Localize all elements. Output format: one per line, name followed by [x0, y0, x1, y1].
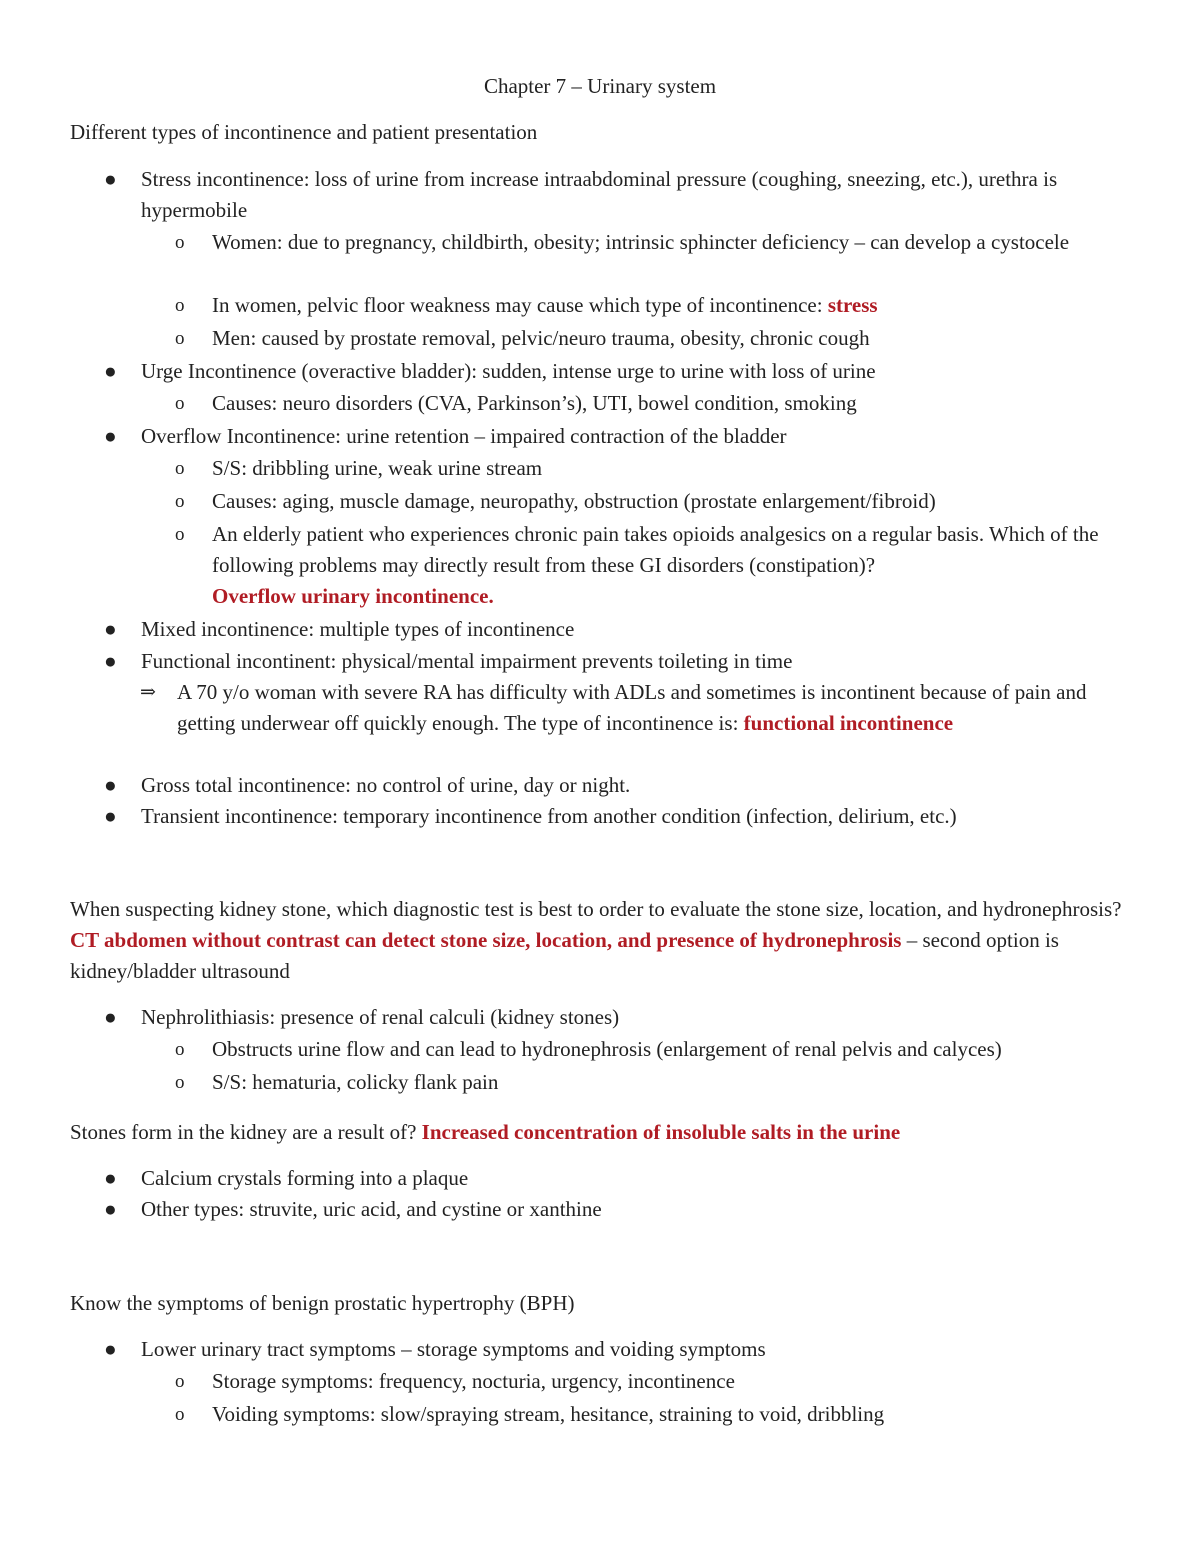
answer-tail-text: – second option is kidney/bladder ultrasound — [70, 928, 1059, 983]
item-text: Lower urinary tract symptoms – storage symptoms and voiding symptoms — [141, 1337, 766, 1361]
answer-text: Overflow urinary incontinence. — [212, 584, 494, 608]
arrow-bullet-icon: ⇒ — [140, 682, 156, 703]
circle-bullet-icon: o — [175, 393, 185, 414]
answer-text: functional incontinence — [743, 711, 954, 735]
answer-text: stress — [827, 293, 878, 317]
question-text: In women, pelvic floor weakness may cause which type of incontinence: — [212, 293, 828, 317]
item-text: Calcium crystals forming into a plaque — [141, 1166, 469, 1190]
bullet-icon: ● — [104, 617, 117, 641]
item-text: Nephrolithiasis: presence of renal calculi (kidney stones) — [141, 1005, 620, 1029]
item-text: Urge Incontinence (overactive bladder): sudden, intense urge to urine with loss of urine — [141, 359, 876, 383]
list-item — [175, 453, 1112, 484]
list-item — [104, 164, 1121, 226]
circle-bullet-icon: o — [175, 458, 185, 479]
item-text: Storage symptoms: frequency, nocturia, urgency, incontinence — [212, 1369, 735, 1393]
question-text: When suspecting kidney stone, which diagnostic test is best to order to evaluate the stone size, location, and hydronephrosis? — [70, 897, 1122, 921]
question-text: An elderly patient who experiences chronic pain takes opioids analgesics on a regular basis. Which of the following problems may directly result from these GI disorders (constipation)? — [212, 522, 1099, 577]
section-heading: Know the symptoms of benign prostatic hypertrophy (BPH) — [70, 1291, 575, 1315]
list-item — [140, 677, 1122, 739]
item-text: Voiding symptoms: slow/spraying stream, hesitance, straining to void, dribbling — [212, 1402, 885, 1426]
item-text: Overflow Incontinence: urine retention – impaired contraction of the bladder — [141, 424, 787, 448]
answer-text: Increased concentration of insoluble salts in the urine — [421, 1120, 901, 1144]
item-text: Causes: aging, muscle damage, neuropathy, obstruction (prostate enlargement/fibroid) — [212, 489, 936, 513]
item-text: Functional incontinent: physical/mental impairment prevents toileting in time — [141, 649, 793, 673]
bullet-icon: ● — [104, 649, 117, 673]
item-text: Mixed incontinence: multiple types of incontinence — [141, 617, 575, 641]
list-item — [104, 1163, 1121, 1194]
circle-bullet-icon: o — [175, 1371, 185, 1392]
list-item — [175, 1067, 1112, 1098]
item-text: Obstructs urine flow and can lead to hydronephrosis (enlargement of renal pelvis and calyces) — [212, 1037, 1002, 1061]
bullet-icon: ● — [104, 773, 117, 797]
circle-bullet-icon: o — [175, 1404, 185, 1425]
section-heading: Different types of incontinence and patient presentation — [70, 120, 538, 144]
item-text: Men: caused by prostate removal, pelvic/neuro trauma, obesity, chronic cough — [212, 326, 870, 350]
list-item — [175, 388, 1112, 419]
list-item — [104, 801, 1121, 832]
question-text: Stones form in the kidney are a result of? — [70, 1120, 422, 1144]
item-text: S/S: dribbling urine, weak urine stream — [212, 456, 543, 480]
circle-bullet-icon: o — [175, 1039, 185, 1060]
list-item — [104, 646, 1121, 677]
page-title: Chapter 7 – Urinary system — [483, 74, 717, 98]
bullet-icon: ● — [104, 424, 117, 448]
item-text: Causes: neuro disorders (CVA, Parkinson’s), UTI, bowel condition, smoking — [212, 391, 857, 415]
list-item — [175, 519, 1112, 612]
list-item — [175, 290, 1112, 321]
item-text: Transient incontinence: temporary incontinence from another condition (infection, delirium, etc.) — [141, 804, 957, 828]
list-item — [104, 356, 1121, 387]
circle-bullet-icon: o — [175, 328, 185, 349]
list-item — [104, 614, 1121, 645]
circle-bullet-icon: o — [175, 524, 185, 545]
item-text: Women: due to pregnancy, childbirth, obesity; intrinsic sphincter deficiency – can develop a cystocele — [212, 230, 1070, 254]
bullet-icon: ● — [104, 1337, 117, 1361]
list-item — [175, 1399, 1112, 1430]
circle-bullet-icon: o — [175, 295, 185, 316]
list-item — [175, 486, 1112, 517]
bullet-icon: ● — [104, 359, 117, 383]
item-text: Other types: struvite, uric acid, and cystine or xanthine — [141, 1197, 602, 1221]
list-item — [175, 227, 1112, 258]
answer-text: CT abdomen without contrast can detect stone size, location, and presence of hydronephrosis — [70, 928, 902, 952]
list-item — [104, 770, 1121, 801]
question-text: A 70 y/o woman with severe RA has difficulty with ADLs and sometimes is incontinent because of pain and getting underwear off quickly enough. The type of incontinence is: — [177, 680, 1087, 735]
circle-bullet-icon: o — [175, 491, 185, 512]
kidney-question-paragraph — [70, 894, 1130, 987]
list-item — [104, 421, 1121, 452]
list-item — [175, 1366, 1112, 1397]
bullet-icon: ● — [104, 167, 117, 191]
list-item — [175, 323, 1112, 354]
list-item — [104, 1194, 1121, 1225]
item-text: S/S: hematuria, colicky flank pain — [212, 1070, 499, 1094]
bullet-icon: ● — [104, 1166, 117, 1190]
item-text: Stress incontinence: loss of urine from increase intraabdominal pressure (coughing, sneezing, etc.), urethra is hypermobile — [141, 167, 1058, 222]
bullet-icon: ● — [104, 804, 117, 828]
list-item — [104, 1334, 1121, 1365]
bullet-icon: ● — [104, 1197, 117, 1221]
list-item — [175, 1034, 1112, 1065]
circle-bullet-icon: o — [175, 232, 185, 253]
bullet-icon: ● — [104, 1005, 117, 1029]
list-item — [104, 1002, 1121, 1033]
stones-question-paragraph — [70, 1117, 1130, 1148]
item-text: Gross total incontinence: no control of urine, day or night. — [141, 773, 631, 797]
circle-bullet-icon: o — [175, 1072, 185, 1093]
